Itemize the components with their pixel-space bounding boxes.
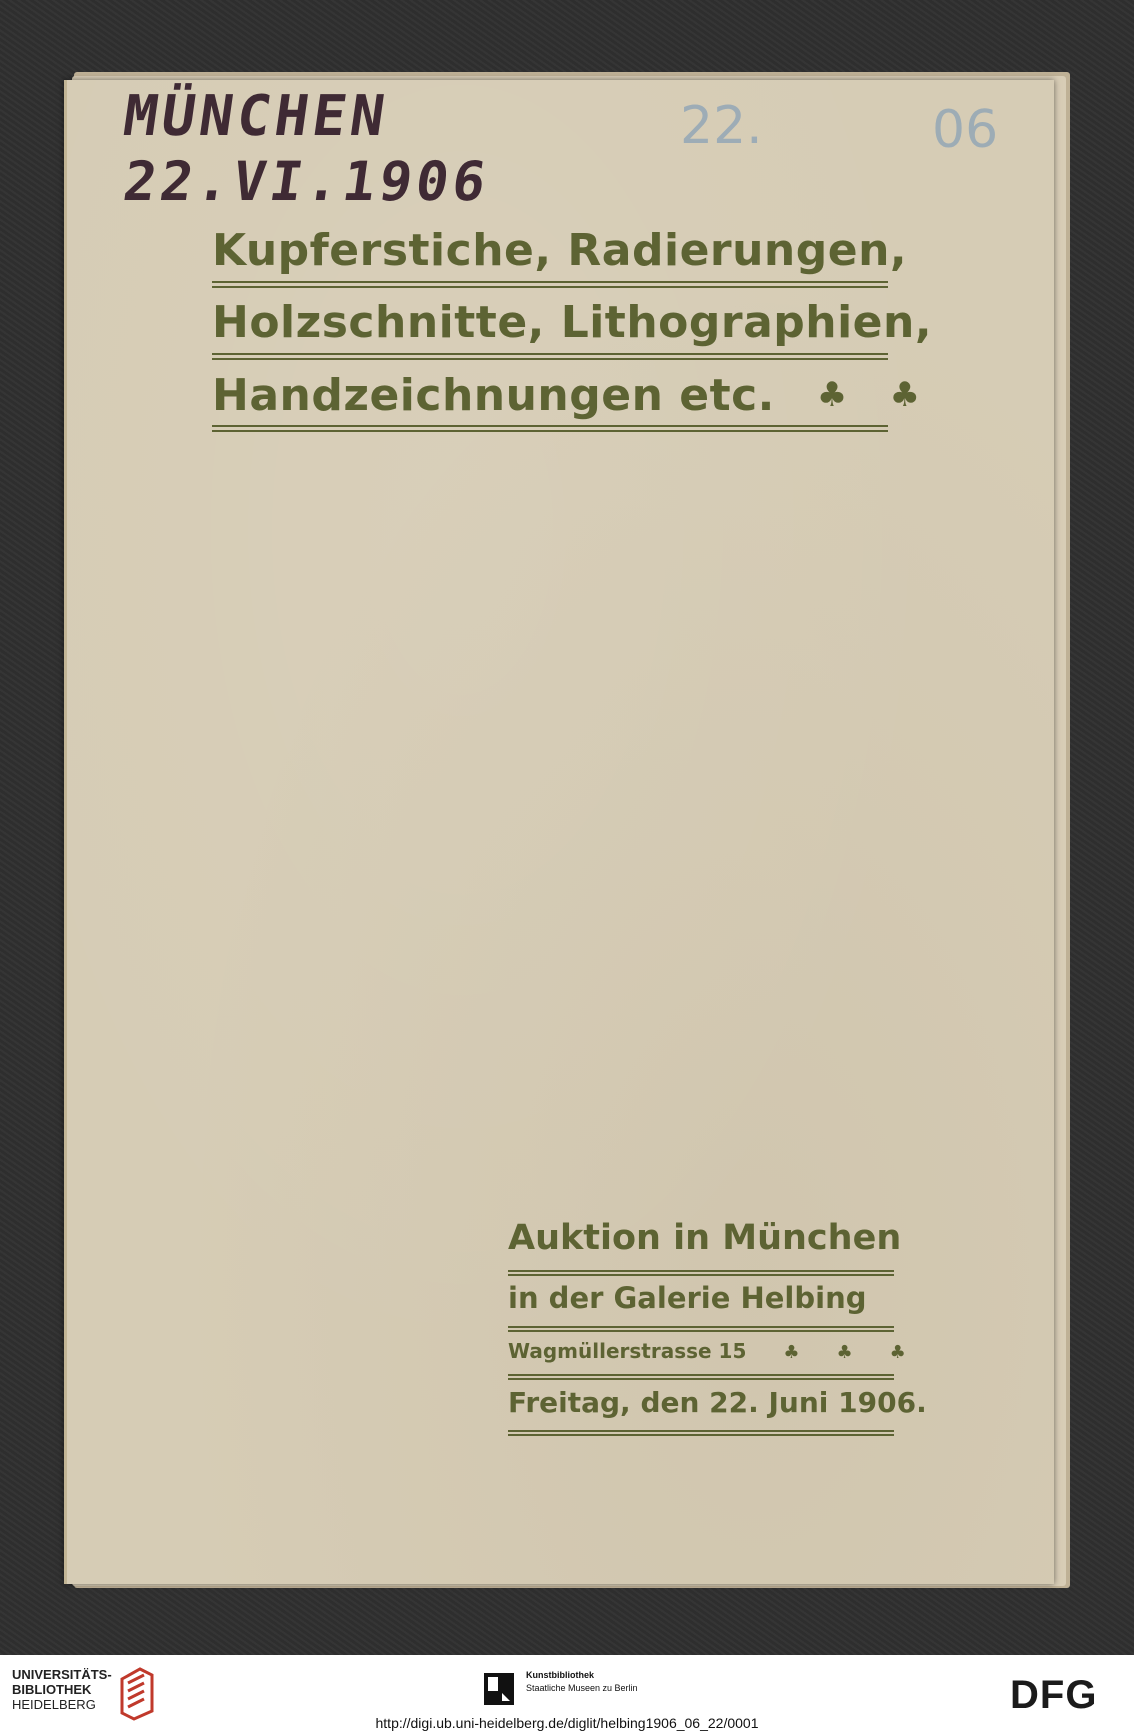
pencil-month-note: 06 <box>932 100 999 160</box>
kunstbibliothek-mark-icon <box>484 1673 514 1705</box>
title-rule-1 <box>212 281 888 288</box>
permalink-url[interactable]: http://digi.ub.uni-heidelberg.de/diglit/helbing1906_06_22/0001 <box>375 1715 759 1731</box>
auction-address <box>508 1334 906 1382</box>
title-rule-2 <box>212 353 888 360</box>
title-line-3 <box>212 366 921 438</box>
digitization-footer <box>0 1655 1134 1735</box>
clover-ornament-icon: ♣ <box>836 1342 853 1363</box>
auction-rule-3 <box>508 1374 894 1380</box>
clover-ornament-icon: ♣ <box>783 1342 800 1363</box>
dfg-logo[interactable]: DFG <box>1010 1673 1098 1717</box>
cover-title-block <box>212 222 933 438</box>
title-line-1 <box>212 222 908 294</box>
clover-ornament-icon: ♣ <box>816 375 848 415</box>
auction-heading-text: Auktion in München <box>508 1218 902 1258</box>
clover-ornament-icon: ♣ <box>889 375 921 415</box>
kunstbibliothek-name: Kunstbibliothek <box>526 1670 594 1680</box>
auction-venue-text: in der Galerie Helbing <box>508 1281 867 1315</box>
clover-ornament-icon: ♣ <box>889 1342 906 1363</box>
auction-info-block <box>508 1216 927 1438</box>
kunstbibliothek-subtitle: Staatliche Museen zu Berlin <box>526 1683 638 1693</box>
kunstbibliothek-text <box>526 1669 638 1695</box>
title-line-2 <box>212 294 933 366</box>
title-line-3-text: Handzeichnungen etc. <box>212 370 775 421</box>
ub-logo-line-2: BIBLIOTHEK <box>12 1682 92 1697</box>
title-line-2-text: Holzschnitte, Lithographien, <box>212 297 933 348</box>
ub-logo-line-1: UNIVERSITÄTS- <box>12 1667 112 1682</box>
auction-date <box>508 1382 927 1438</box>
auction-address-text: Wagmüllerstrasse 15 <box>508 1339 747 1363</box>
auction-date-text: Freitag, den 22. Juni 1906. <box>508 1386 927 1419</box>
ub-logo-line-3: HEIDELBERG <box>12 1697 96 1712</box>
title-line-1-text: Kupferstiche, Radierungen, <box>212 225 908 276</box>
handwritten-city-note: MÜNCHEN <box>119 84 393 149</box>
title-rule-3 <box>212 425 888 432</box>
auction-rule-4 <box>508 1430 894 1436</box>
pencil-day-note: 22. <box>680 96 763 156</box>
handwritten-date-note: 22.VI.1906 <box>119 150 494 213</box>
auction-heading <box>508 1216 902 1278</box>
auction-venue <box>508 1278 894 1334</box>
auction-rule-2 <box>508 1326 894 1332</box>
ub-heidelberg-logo[interactable] <box>12 1667 112 1712</box>
auction-rule-1 <box>508 1270 894 1276</box>
ub-book-icon <box>118 1665 156 1721</box>
